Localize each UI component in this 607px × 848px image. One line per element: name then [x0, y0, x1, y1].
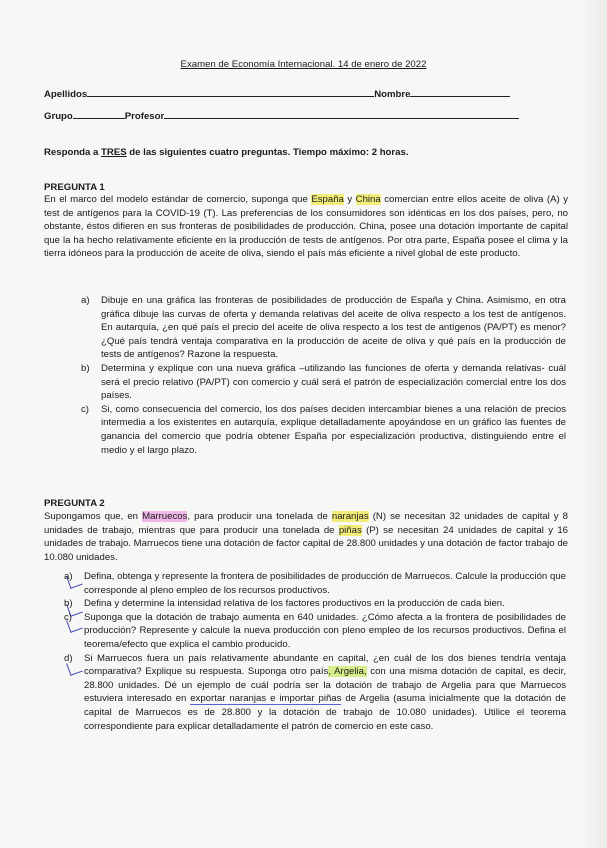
profesor-label: Profesor: [124, 111, 165, 122]
grupo-field[interactable]: [73, 109, 125, 119]
q2-item-c: [64, 611, 566, 652]
grupo-row: [44, 109, 519, 124]
highlight-naranjas: naranjas: [331, 511, 369, 522]
item-marker: c): [64, 611, 72, 623]
instructions: [44, 146, 409, 160]
item-marker: d): [64, 652, 73, 664]
item-text: Si Marruecos fuera un país relativamente abundante en capital, ¿en cuál de los dos bienes tendría ventaja comparativa? Explique su respuesta. Suponga otro país: [84, 652, 566, 678]
instructions-prefix: Responda a: [44, 147, 102, 158]
item-text: de Argelia (asuma inicialmente que la dotación de capital de Marruecos es de 28.800 y la dotación de trabajo de 10.080 unidades). Utilice el teorema correspondiente para explicar detalladamente el patrón de comercio en este caso.: [84, 693, 566, 732]
item-marker: b): [64, 598, 73, 610]
q2-heading: PREGUNTA 2: [44, 498, 105, 509]
grupo-label: Grupo: [44, 111, 73, 122]
item-marker: a): [64, 571, 73, 582]
item-text: Dibuje en una gráfica las fronteras de posibilidades de producción de España y China. Asimismo, en otra gráfica dibuje las curvas de oferta y demanda relativas del aceite de oliva respecto a los test de antígenos. En autarquía, ¿en qué país el precio del aceite de oliva respecto a los test de antígenos (PA/PT) es menor? ¿Qué país tendrá ventaja comparativa en la producción de aceite de oliva y qué país en la producción de tests de antígenos? Razone la respuesta.: [101, 295, 566, 361]
item-text: Determina y explique con una nueva gráfica –utilizando las funciones de oferta y demanda relativas- cuál será el precio relativo (PA/PT) con comercio y cuál será el patrón de especialización comercial entre los dos países.: [101, 362, 566, 402]
q2-item-b: [64, 597, 566, 611]
item-text: con una misma dotación de capital, es decir, 28.800 unidades. Dé un ejemplo de cuál podría ser la dotación de trabajo de Argelia para que Marruecos estuviera interesado en: [84, 666, 566, 705]
q2-intro: [44, 510, 568, 564]
q2-intro-part: (P) se necesitan 24 unidades de capital y 16 unidades de trabajo. Marruecos tiene una dotación de factor capital de 28.800 unidades y una dotación de factor trabajo de 10.080 unidades.: [44, 524, 568, 563]
item-marker: b): [81, 362, 90, 374]
highlight-china: China: [355, 194, 381, 205]
q2-intro-part: , para producir una tonelada de: [187, 511, 332, 522]
q1-item-c: [81, 403, 566, 457]
highlight-espana: España: [311, 194, 344, 205]
apellidos-field[interactable]: [87, 87, 374, 97]
q1-intro-part: comercian entre ellos aceite de oliva (A) y test de antígenos para la COVID-19 (T). Las preferencias de los consumidores son idénticas en los dos países, pero, no obstante, éstos difieren en sus fronteras de posibilidades de producción. China, posee una dotación importante de capital que la ha hecho relativamente eficiente en la producción de tests de antígenos. Por otra parte, España posee el clima y la tierra idóneos para la producción de aceite de oliva, siendo el país más eficiente a nivel global de este producto.: [44, 194, 568, 260]
apellidos-row: [44, 87, 510, 102]
q1-intro-part: En el marco del modelo estándar de comercio, suponga que: [44, 194, 312, 205]
highlight-pinas: piñas: [338, 524, 362, 536]
q1-item-a: [81, 294, 566, 362]
item-text: Defina, obtenga y represente la frontera de posibilidades de producción de Marruecos. Calcule la producción que corresponde al pleno empleo de los recursos productivos.: [84, 571, 566, 596]
q1-heading: PREGUNTA 1: [44, 182, 105, 193]
nombre-field[interactable]: [410, 87, 510, 97]
instructions-suffix: de las siguientes cuatro preguntas. Tiempo máximo: 2 horas.: [126, 147, 409, 158]
item-text: Defina y determine la intensidad relativa de los factores productivos en la producción de cada bien.: [84, 598, 505, 610]
q1-items: [81, 294, 566, 457]
q2-item-a: [64, 570, 566, 597]
highlight-marruecos: Marruecos: [142, 511, 188, 522]
instructions-tres: TRES: [101, 147, 127, 158]
item-marker: c): [81, 403, 89, 415]
page-edge-shadow: [579, 0, 607, 848]
q1-item-b: [81, 362, 566, 403]
item-text: Si, como consecuencia del comercio, los dos países deciden intercambiar bienes a una relación de precios intermedia a los existentes en autarquía, explique detalladamente apoyándose en un gráfico las fuentes de ganancia del comercio que podría obtener España por especialización productiva, distinguiendo entre el medio y el largo plazo.: [101, 403, 566, 456]
apellidos-label: Apellidos: [44, 89, 88, 100]
q2-items: [64, 570, 566, 733]
q2-intro-part: (N) se necesitan 32 unidades de capital y 8 unidades de trabajo, mientras que para producir una tonelada de: [44, 511, 568, 536]
item-marker: a): [81, 295, 90, 306]
q2-item-d: [64, 652, 566, 734]
profesor-field[interactable]: [164, 109, 519, 119]
underline-exportar-importar: exportar naranjas e importar piñas: [190, 693, 342, 705]
nombre-label: Nombre: [374, 89, 411, 100]
q2-intro-part: Supongamos que, en: [44, 511, 143, 522]
exam-title: Examen de Economía Internacional. 14 de enero de 2022: [180, 59, 427, 70]
q1-intro: [44, 193, 568, 261]
q1-intro-part: y: [343, 194, 356, 205]
highlight-argelia: , Argelia,: [328, 666, 367, 678]
item-text: Suponga que la dotación de trabajo aumenta en 640 unidades. ¿Cómo afecta a la frontera de posibilidades de producción? Represente y calcule la nueva producción con pleno empleo de los recursos productivos. Defina el teorema/efecto que explica el cambio producido.: [84, 611, 566, 650]
